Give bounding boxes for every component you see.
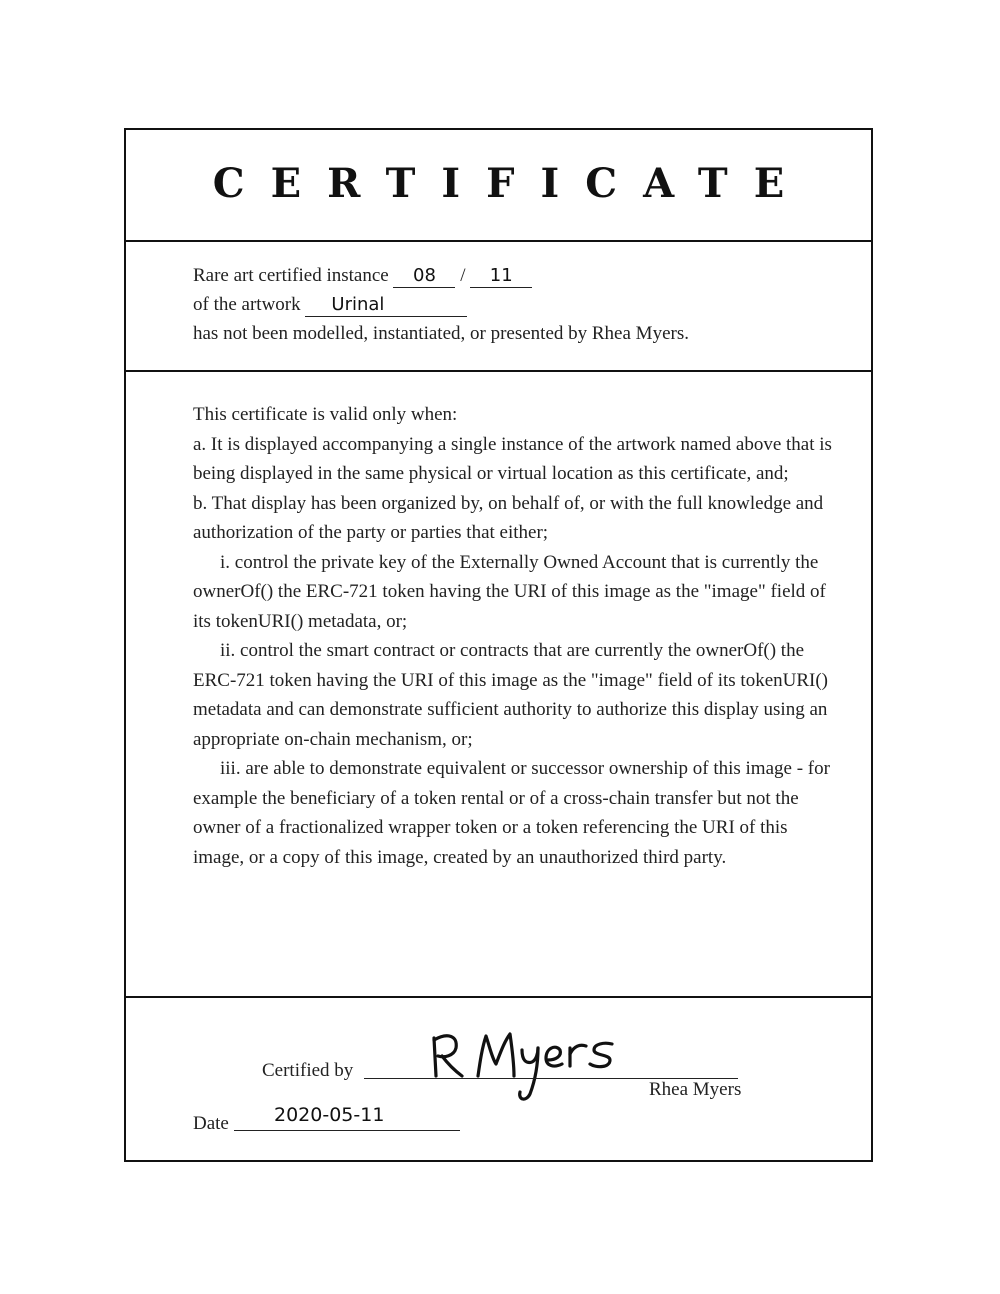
- terms-clause-i: i. control the private key of the Externally Owned Account that is currently the ownerOf() the ERC-721 token having the URI of this image as the "image" field of its tokenURI() metadata, or;: [193, 551, 826, 632]
- statement-line: has not been modelled, instantiated, or presented by Rhea Myers.: [193, 323, 689, 344]
- certificate-title: CERTIFICATE: [212, 160, 811, 207]
- terms-clause-iii: iii. are able to demonstrate equivalent or successor ownership of this image - for example the beneficiary of a token rental or of a cross-chain transfer but not the owner of a fractionalized wrapper token or a token referencing the URI of this image, or a copy of this image, created by an unauthorized third party.: [193, 758, 830, 868]
- terms-section: [126, 372, 871, 998]
- date-value: 2020-05-11: [274, 1104, 385, 1126]
- signer-name: Rhea Myers: [649, 1079, 742, 1100]
- instance-line: [193, 262, 532, 290]
- handwritten-signature: [426, 1014, 626, 1104]
- instance-label: Rare art certified instance: [193, 265, 389, 286]
- signature-section: [126, 998, 871, 1160]
- terms-clause-b: b. That display has been organized by, on behalf of, or with the full knowledge and authorization of the party or parties that either;: [193, 492, 824, 543]
- date-line: [234, 1130, 460, 1131]
- artwork-line: [193, 291, 467, 319]
- instance-total-field: 11: [470, 265, 532, 288]
- instance-separator: /: [460, 265, 466, 286]
- terms-text: [193, 400, 833, 872]
- instance-number-field: 08: [393, 265, 455, 288]
- title-section: [126, 130, 871, 242]
- terms-intro: This certificate is valid only when:: [193, 404, 458, 425]
- certified-by-label: Certified by: [262, 1060, 354, 1081]
- certificate-frame: [124, 128, 873, 1162]
- artwork-label: of the artwork: [193, 294, 301, 315]
- artwork-name-field: Urinal: [305, 294, 467, 317]
- instance-section: [126, 242, 871, 372]
- terms-clause-ii: ii. control the smart contract or contracts that are currently the ownerOf() the ERC-721 token having the URI of this image as the "image" field of its tokenURI() metadata and can demonstrate sufficient authority to authorize this display using an appropriate on-chain mechanism, or;: [193, 640, 828, 750]
- terms-clause-a: a. It is displayed accompanying a single instance of the artwork named above that is being displayed in the same physical or virtual location as this certificate, and;: [193, 433, 832, 484]
- date-label: Date: [193, 1113, 229, 1134]
